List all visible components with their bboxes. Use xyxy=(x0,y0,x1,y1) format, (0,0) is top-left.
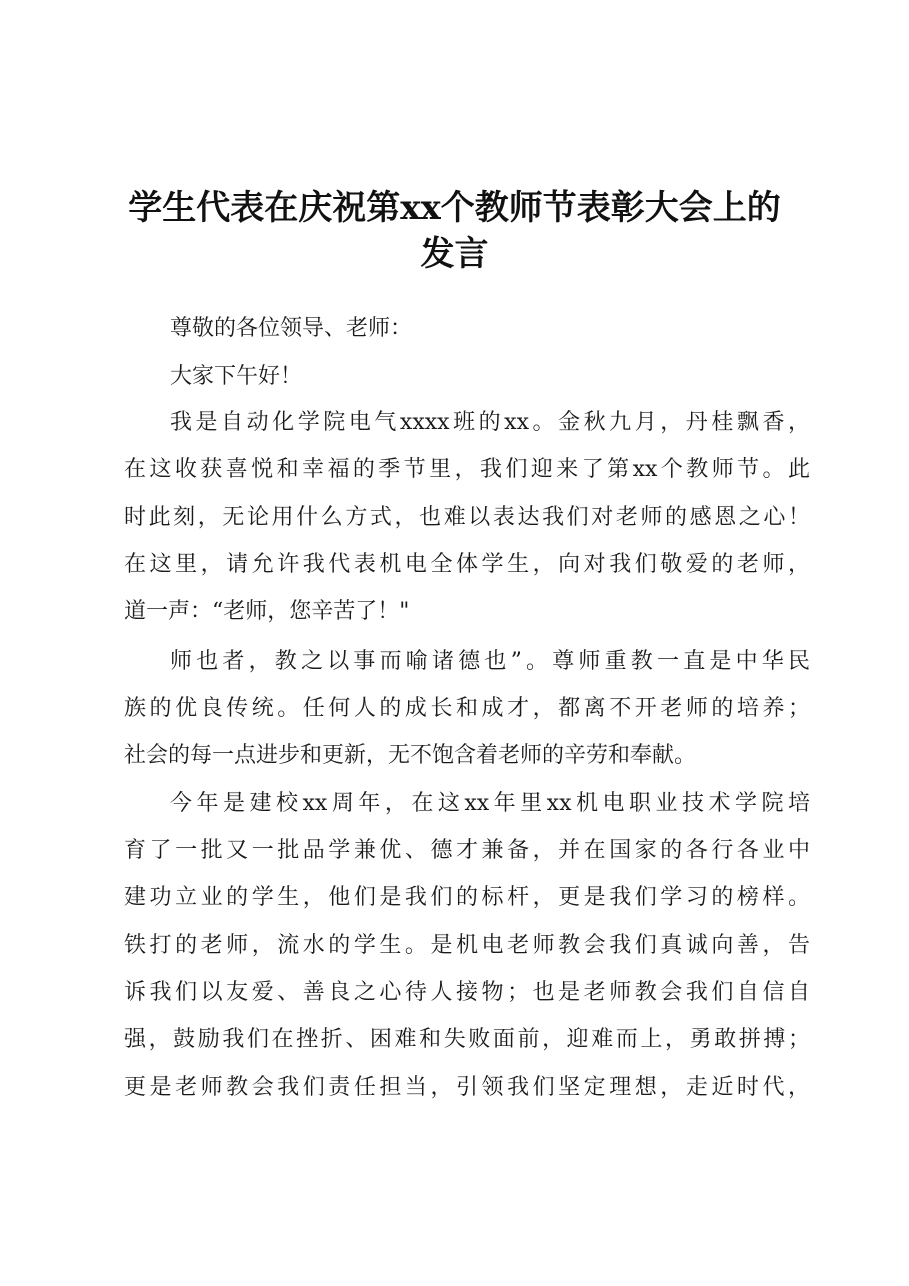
paragraph-1-line-3: 时此刻，无论用什么方式，也难以表达我们对老师的感恩之心！ xyxy=(124,505,810,530)
document-title-line-1: 学生代表在庆祝第xx个教师节表彰大会上的 xyxy=(128,188,781,228)
salutation: 尊敬的各位领导、老师： xyxy=(170,316,413,341)
paragraph-2-line-1: 师也者，教之以事而喻诸德也”。尊师重教一直是中华民 xyxy=(170,649,810,674)
paragraph-1-line-2: 在这收获喜悦和幸福的季节里，我们迎来了第xx个教师节。此 xyxy=(124,457,810,482)
paragraph-3-line-4: 铁打的老师，流水的学生。是机电老师教会我们真诚向善，告 xyxy=(124,933,810,958)
paragraph-1-line-1: 我是自动化学院电气xxxx班的xx。金秋九月，丹桂飘香， xyxy=(170,410,810,435)
document-title-line-2: 发言 xyxy=(420,234,489,274)
paragraph-3-line-2: 育了一批又一批品学兼优、德才兼备，并在国家的各行各业中 xyxy=(124,838,810,863)
greeting: 大家下午好！ xyxy=(170,364,303,389)
paragraph-1-line-5: 道一声：“老师，您辛苦了！" xyxy=(124,599,410,624)
paragraph-3-line-5: 诉我们以友爱、善良之心待人接物；也是老师教会我们自信自 xyxy=(124,980,810,1005)
paragraph-3-line-6: 强，鼓励我们在挫折、困难和失败面前，迎难而上，勇敢拼搏； xyxy=(124,1027,810,1052)
paragraph-2-line-2: 族的优良传统。任何人的成长和成才，都离不开老师的培养； xyxy=(124,696,810,721)
paragraph-2-line-3: 社会的每一点进步和更新，无不饱含着老师的辛劳和奉献。 xyxy=(124,743,697,768)
paragraph-1-line-4: 在这里，请允许我代表机电全体学生，向对我们敬爱的老师， xyxy=(124,552,810,577)
paragraph-3-line-3: 建功立业的学生，他们是我们的标杆，更是我们学习的榜样。 xyxy=(124,885,810,910)
paragraph-3-line-1: 今年是建校xx周年，在这xx年里xx机电职业技术学院培 xyxy=(170,791,810,816)
paragraph-3-line-7: 更是老师教会我们责任担当，引领我们坚定理想，走近时代， xyxy=(124,1075,810,1100)
